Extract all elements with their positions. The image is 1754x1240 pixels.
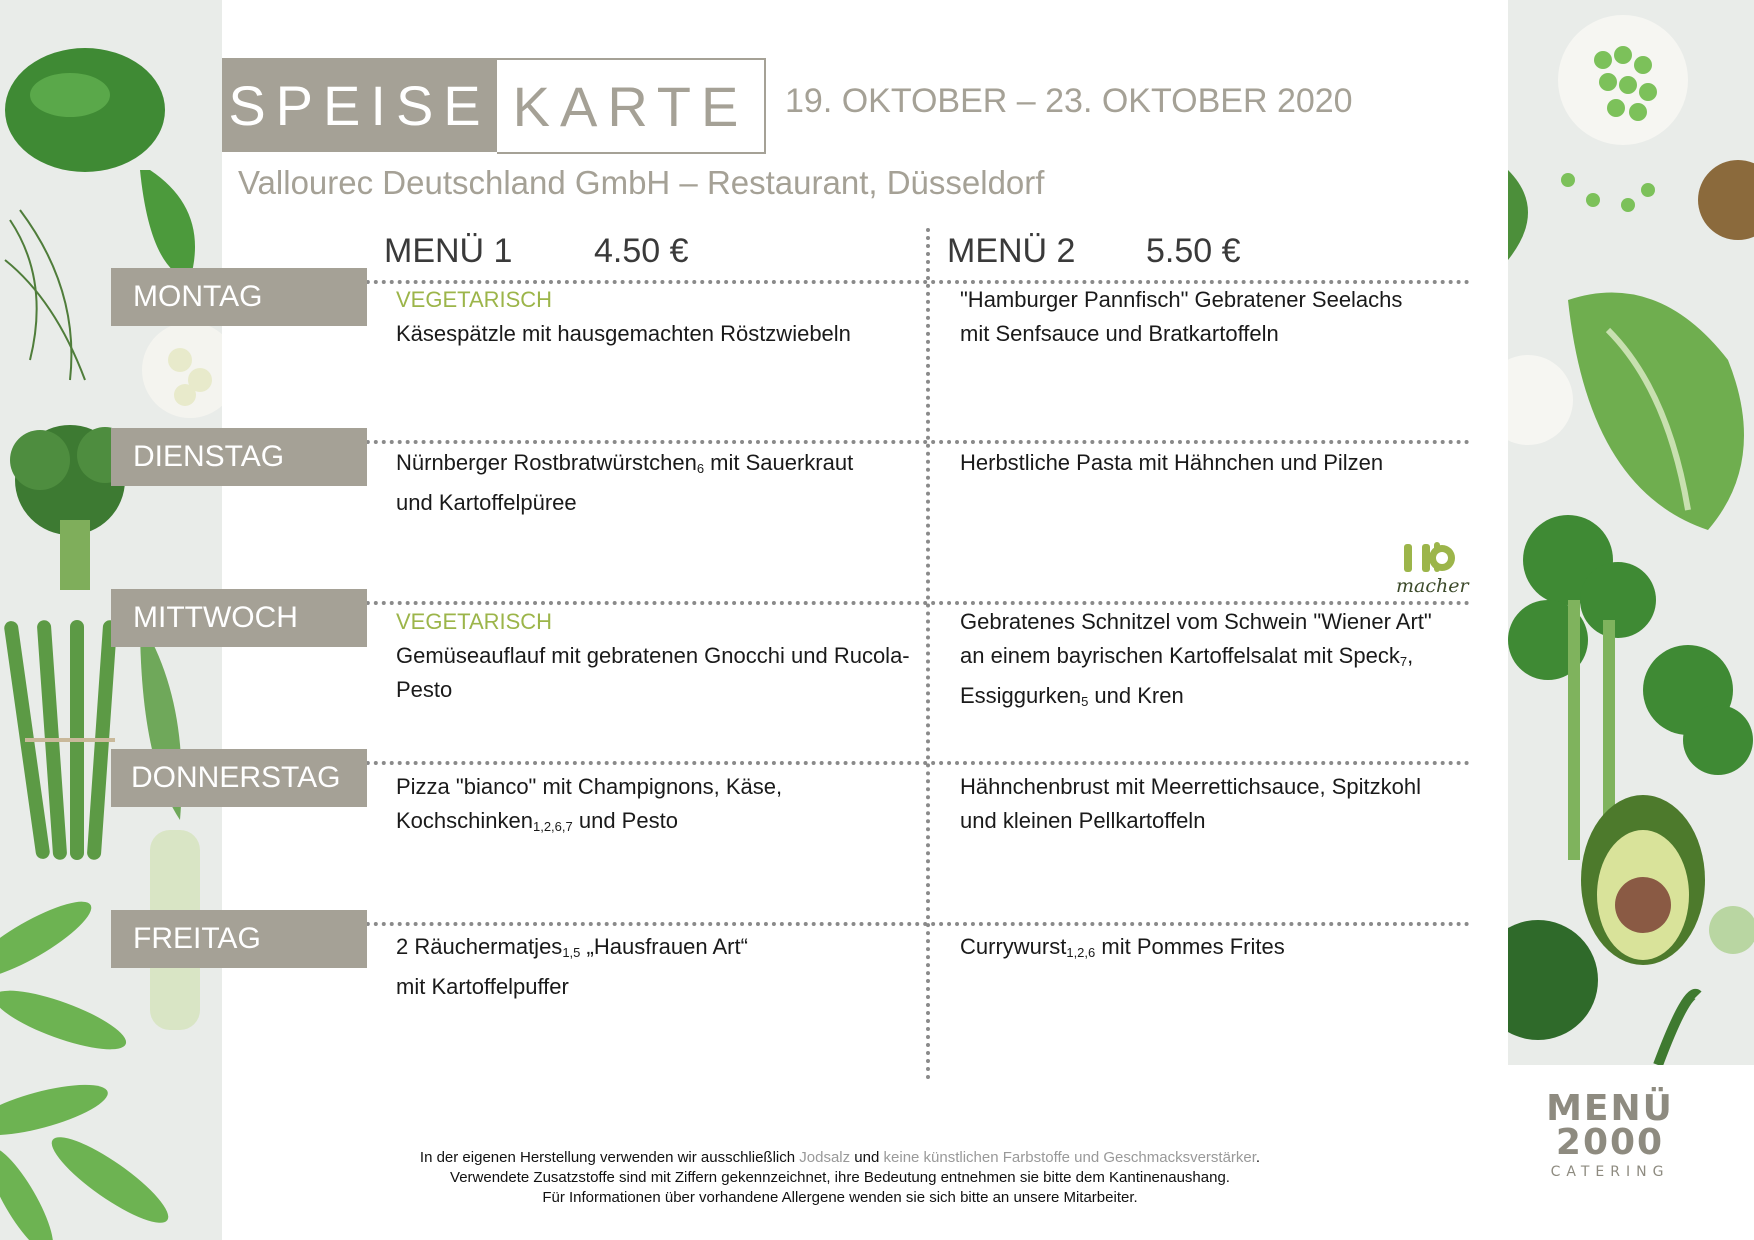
- footer-text: In der eigenen Herstellung verwenden wir ausschließlich: [419, 1149, 800, 1166]
- wednesday-menu1-dish: [396, 605, 910, 707]
- dish-line: Käsespätzle mit hausgemachten Röstzwiebeln: [396, 321, 851, 346]
- dish-line: und Pesto: [572, 808, 678, 833]
- wednesday-menu2-dish: [960, 605, 1432, 719]
- dish-line: Nürnberger Rostbratwürstchen: [396, 450, 697, 475]
- dish-line: 2 Räuchermatjes: [396, 934, 563, 959]
- monday-menu2-dish: [960, 283, 1402, 351]
- dish-line: mit Kartoffelpuffer: [396, 974, 569, 999]
- dish-line: an einem bayrischen Kartoffelsalat mit Speck: [960, 643, 1400, 668]
- brand-text-catering: CATERING: [1550, 1164, 1670, 1180]
- menu1-label: MENÜ 1: [384, 232, 513, 270]
- footer-line-2: Verwendete Zusatzstoffe sind mit Ziffern gekennzeichnet, ihre Bedeutung entnehmen sie bitte dem Kantinenaushang.: [450, 1169, 1230, 1186]
- additive-number: 6: [696, 461, 705, 476]
- column-divider: [926, 228, 930, 1080]
- footer-line-3: Für Informationen über vorhandene Allergene wenden sie sich bitte an unsere Mitarbeiter.: [542, 1189, 1138, 1206]
- title-karte: KARTE: [497, 58, 766, 154]
- vegetarian-tag: VEGETARISCH: [396, 287, 553, 312]
- additive-number: 1,2,6,7: [532, 819, 573, 834]
- row-divider-tuesday: [334, 440, 1470, 444]
- restaurant-subtitle: Vallourec Deutschland GmbH – Restaurant, Düsseldorf: [238, 164, 1045, 201]
- menu2-label: MENÜ 2: [947, 232, 1076, 270]
- row-divider-thursday: [334, 761, 1470, 765]
- footer-notes: [340, 1148, 1340, 1208]
- day-tab-friday: FREITAG: [111, 910, 367, 968]
- brand-text-menu: MENÜ: [1546, 1088, 1674, 1129]
- thursday-menu1-dish: [396, 770, 782, 844]
- tuesday-menu2-dish: [960, 446, 1383, 480]
- menu2000-catering-logo: [1520, 1082, 1700, 1182]
- friday-menu2-dish: [960, 930, 1285, 970]
- footer-highlight-farbstoffe: keine künstlichen Farbstoffe und Geschmacksverstärker: [883, 1149, 1256, 1166]
- dish-line: und Kartoffelpüree: [396, 490, 577, 515]
- vegetable-decoration-right: [1508, 0, 1754, 1065]
- dish-line: Gemüseauflauf mit gebratenen Gnocchi und Rucola-: [396, 643, 910, 668]
- dish-line: Kochschinken: [396, 808, 533, 833]
- dish-line: mit Sauerkraut: [704, 450, 854, 475]
- dish-line: mit Pommes Frites: [1095, 934, 1285, 959]
- additive-number: 1,2,6: [1066, 945, 1096, 960]
- dish-line: Currywurst: [960, 934, 1067, 959]
- dish-line: Pesto: [396, 677, 453, 702]
- row-divider-friday: [334, 922, 1470, 926]
- dish-line: "Hamburger Pannfisch" Gebratener Seelachs: [960, 287, 1403, 312]
- footer-text: .: [1255, 1149, 1261, 1166]
- dish-line: Pizza "bianco" mit Champignons, Käse,: [396, 774, 783, 799]
- dish-line: ,: [1407, 643, 1414, 668]
- dish-line: Hähnchenbrust mit Meerrettichsauce, Spitzkohl: [960, 774, 1421, 799]
- dish-line: und kleinen Pellkartoffeln: [960, 808, 1206, 833]
- title-speise: SPEISE: [222, 58, 497, 152]
- dish-line: Gebratenes Schnitzel vom Schwein "Wiener Art": [960, 609, 1432, 634]
- dish-line: Herbstliche Pasta mit Hähnchen und Pilzen: [960, 450, 1384, 475]
- tuesday-menu1-dish: [396, 446, 853, 520]
- footer-line-1: [340, 1148, 1340, 1168]
- vegetables-illustration-right: [1508, 0, 1754, 1065]
- dish-line: und Kren: [1088, 683, 1184, 708]
- day-tab-thursday: DONNERSTAG: [111, 749, 367, 807]
- additive-number: 7: [1399, 654, 1408, 669]
- dish-line: „Hausfrauen Art“: [580, 934, 748, 959]
- vegetarian-tag: VEGETARISCH: [396, 609, 553, 634]
- menu2-price: 5.50 €: [1146, 232, 1241, 270]
- day-tab-wednesday: MITTWOCH: [111, 589, 367, 647]
- ifb-logo-text: macher: [1396, 575, 1469, 597]
- menu1-price: 4.50 €: [594, 232, 689, 270]
- footer-text: und: [850, 1149, 884, 1166]
- monday-menu1-dish: [396, 283, 851, 351]
- additive-number: 5: [1081, 694, 1089, 709]
- day-tab-monday: MONTAG: [111, 268, 367, 326]
- date-range: 19. OKTOBER – 23. OKTOBER 2020: [785, 82, 1353, 120]
- brand-text-2000: 2000: [1555, 1122, 1665, 1163]
- day-tab-tuesday: DIENSTAG: [111, 428, 367, 486]
- friday-menu1-dish: [396, 930, 748, 1004]
- thursday-menu2-dish: [960, 770, 1421, 838]
- ifb-macher-logo: [1392, 540, 1472, 598]
- footer-highlight-jodsalz: Jodsalz: [799, 1149, 851, 1166]
- additive-number: 1,5: [562, 945, 581, 960]
- dish-line: mit Senfsauce und Bratkartoffeln: [960, 321, 1279, 346]
- dish-line: Essiggurken: [960, 683, 1082, 708]
